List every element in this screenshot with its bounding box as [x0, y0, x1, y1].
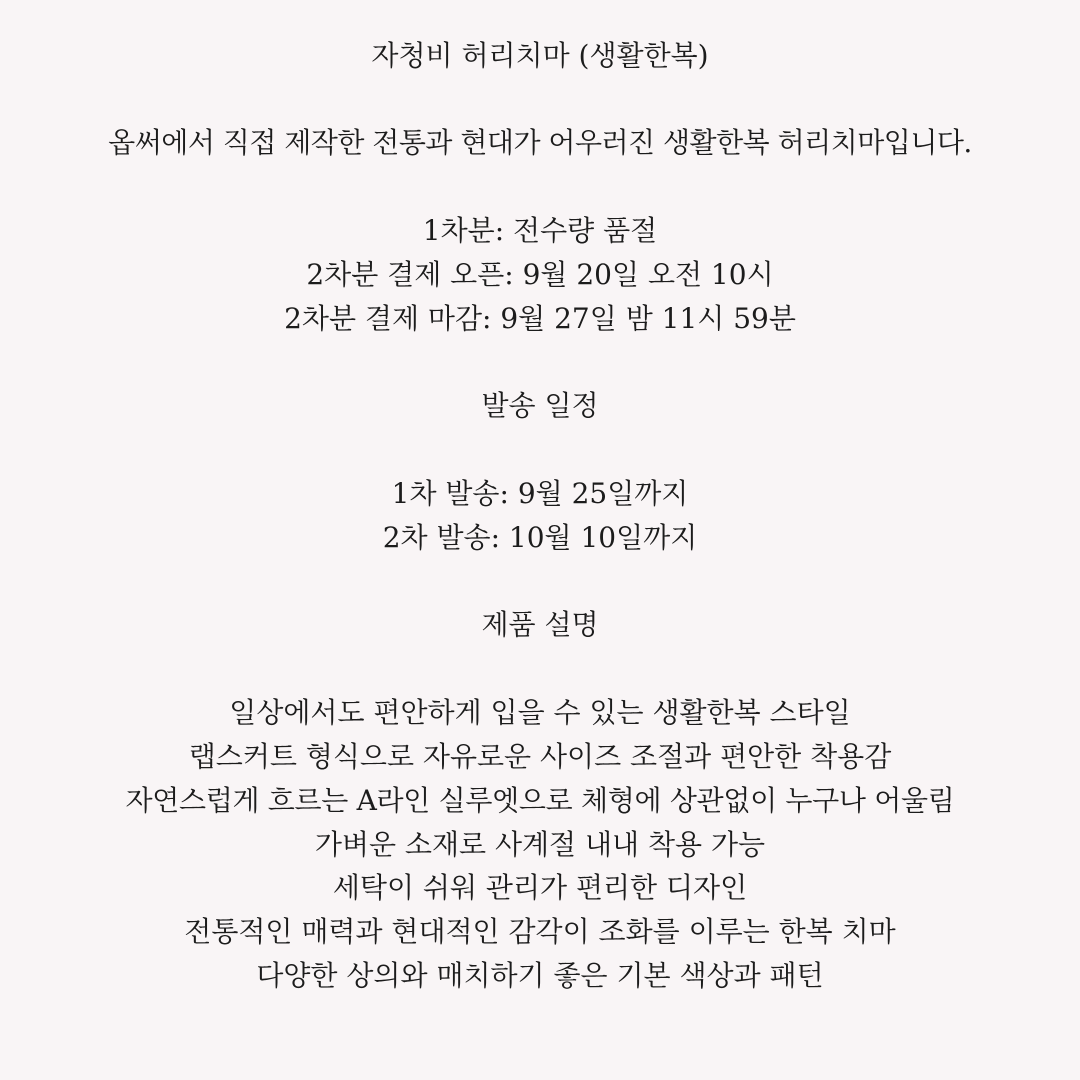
description-item-5: 세탁이 쉬워 관리가 편리한 디자인: [332, 871, 748, 904]
description-item-4: 가벼운 소재로 사계절 내내 착용 가능: [314, 828, 766, 861]
description-heading: 제품 설명: [481, 608, 599, 641]
shipping-heading: 발송 일정: [481, 389, 599, 422]
description-item-6: 전통적인 매력과 현대적인 감각이 조화를 이루는 한복 치마: [184, 915, 896, 948]
shipping-item-2: 2차 발송: 10월 10일까지: [382, 521, 698, 554]
product-title: 자청비 허리치마 (생활한복): [371, 39, 709, 72]
sale-round1-status: 1차분: 전수량 품절: [422, 214, 658, 247]
description-item-3: 자연스럽게 흐르는 A라인 실루엣으로 체형에 상관없이 누구나 어울림: [125, 784, 955, 817]
shipping-item-1: 1차 발송: 9월 25일까지: [391, 477, 689, 510]
description-item-7: 다양한 상의와 매치하기 좋은 기본 색상과 패턴: [256, 959, 824, 992]
description-item-2: 랩스커트 형식으로 자유로운 사이즈 조절과 편안한 착용감: [188, 740, 892, 773]
product-intro: 옵써에서 직접 제작한 전통과 현대가 어우러진 생활한복 허리치마입니다.: [108, 126, 972, 159]
sale-round2-close: 2차분 결제 마감: 9월 27일 밤 11시 59분: [284, 302, 796, 335]
description-item-1: 일상에서도 편안하게 입을 수 있는 생활한복 스타일: [229, 696, 851, 729]
sale-round2-open: 2차분 결제 오픈: 9월 20일 오전 10시: [306, 258, 774, 291]
